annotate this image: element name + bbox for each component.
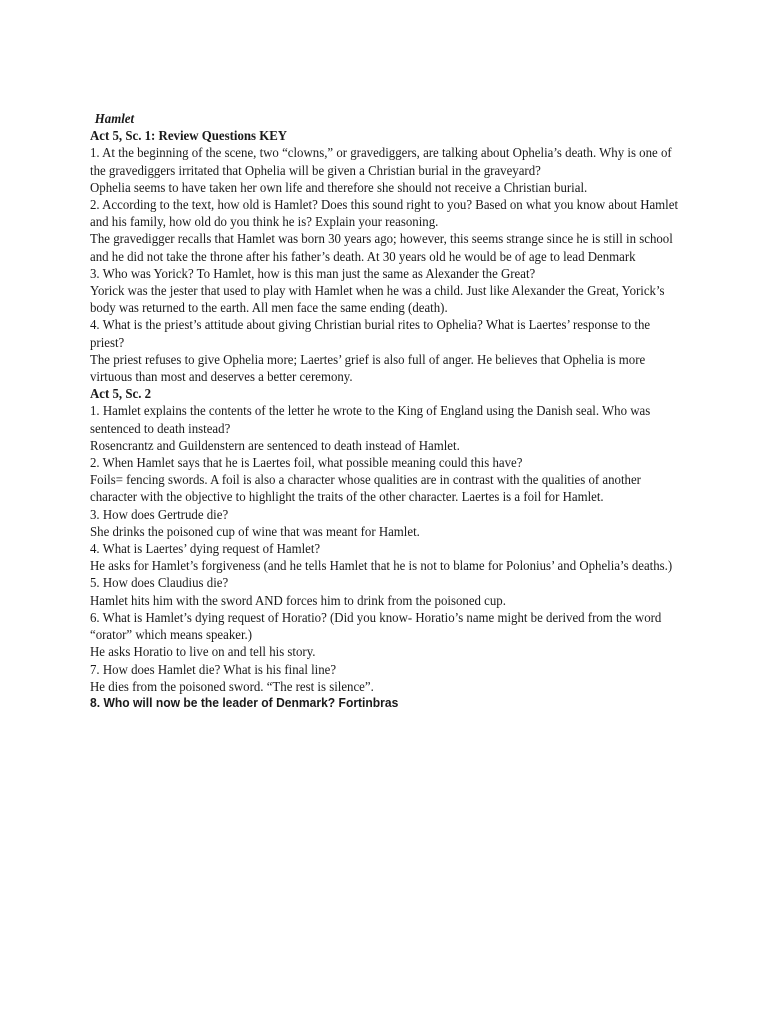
sc2-question-8-with-answer: 8. Who will now be the leader of Denmark? Fortinbras [90, 695, 399, 710]
sc2-question-1: 1. Hamlet explains the contents of the letter he wrote to the King of England using the Danish seal. Who was sentenced to death instead? [90, 403, 651, 436]
sc2-answer-4: He asks for Hamlet’s forgiveness (and he tells Hamlet that he is not to blame for Polonius’ and Ophelia’s deaths.) [90, 558, 673, 574]
sc2-answer-5: Hamlet hits him with the sword AND forces him to drink from the poisoned cup. [90, 592, 506, 608]
document-page [90, 110, 680, 712]
section-heading-act5-sc1: Act 5, Sc. 1: Review Questions KEY [90, 128, 288, 144]
question-2: 2. According to the text, how old is Hamlet? Does this sound right to you? Based on what you know about Hamlet and his family, how old do you think he is? Explain your reasoning. [90, 197, 679, 230]
sc2-question-4: 4. What is Laertes’ dying request of Hamlet? [90, 541, 321, 557]
sc2-question-6: 6. What is Hamlet’s dying request of Horatio? (Did you know- Horatio’s name might be derived from the word “orator” which means speaker.) [90, 609, 662, 643]
answer-4: The priest refuses to give Ophelia more; Laertes’ grief is also full of anger. He believes that Ophelia is more virtuous than most and deserves a better ceremony. [90, 351, 646, 385]
document-title: Hamlet [94, 111, 135, 126]
question-4: 4. What is the priest’s attitude about giving Christian burial rites to Ophelia? What is Laertes’ response to the priest? [90, 317, 651, 350]
sc2-answer-3: She drinks the poisoned cup of wine that was meant for Hamlet. [90, 523, 420, 539]
sc2-question-7: 7. How does Hamlet die? What is his final line? [90, 661, 337, 677]
question-1: 1. At the beginning of the scene, two “clowns,” or gravediggers, are talking about Ophelia’s death. Why is one of the gravediggers irritated that Ophelia will be given a Christian burial in the graveyard? [90, 145, 672, 178]
sc2-answer-6: He asks Horatio to live on and tell his story. [90, 644, 316, 660]
answer-3: Yorick was the jester that used to play with Hamlet when he was a child. Just like Alexander the Great, Yorick’s body was returned to the earth. All men face the same ending (death). [90, 283, 665, 316]
section-heading-act5-sc2: Act 5, Sc. 2 [90, 386, 152, 402]
sc2-question-5: 5. How does Claudius die? [90, 575, 229, 591]
sc2-answer-7: He dies from the poisoned sword. “The rest is silence”. [90, 678, 374, 694]
sc2-answer-1: Rosencrantz and Guildenstern are sentenced to death instead of Hamlet. [90, 437, 460, 453]
answer-1: Ophelia seems to have taken her own life and therefore she should not receive a Christian burial. [90, 179, 588, 195]
question-3: 3. Who was Yorick? To Hamlet, how is this man just the same as Alexander the Great? [90, 265, 536, 281]
sc2-question-3: 3. How does Gertrude die? [90, 506, 229, 522]
sc2-answer-2: Foils= fencing swords. A foil is also a character whose qualities are in contrast with the qualities of another character with the objective to highlight the traits of the other character. Laertes is a foil for Hamlet. [90, 472, 641, 505]
answer-2: The gravedigger recalls that Hamlet was born 30 years ago; however, this seems strange since he is still in school and he did not take the throne after his father’s death. At 30 years old he would be of age to lead Denmark [90, 231, 673, 264]
sc2-question-2: 2. When Hamlet says that he is Laertes foil, what possible meaning could this have? [90, 455, 523, 471]
